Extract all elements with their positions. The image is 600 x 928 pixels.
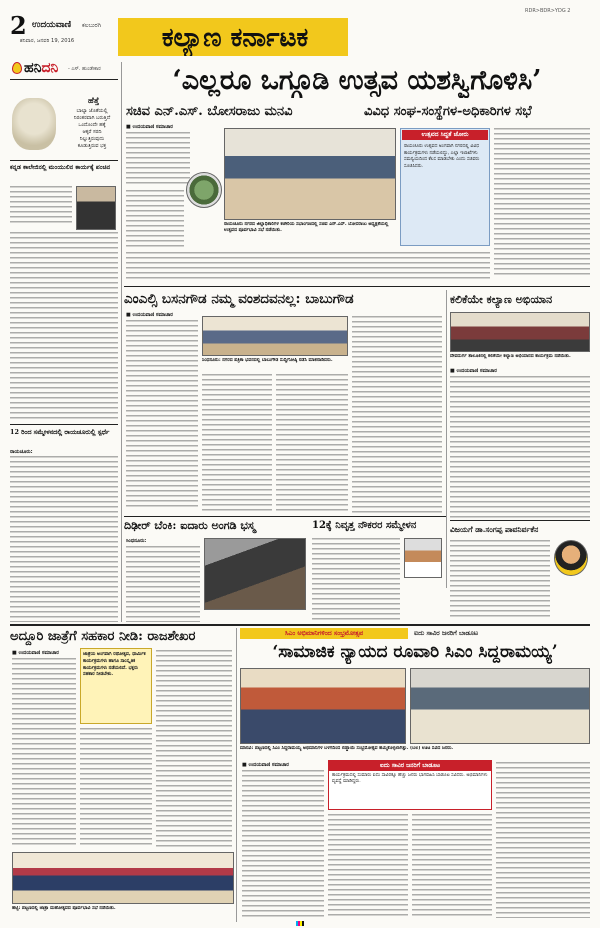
right-photo [450, 312, 590, 352]
cm-dateline: ■ ಉದಯವಾಣಿ ಸಮಾಚಾರ [242, 762, 289, 768]
poem-title: ಹೆತ್ತೆ [88, 96, 100, 105]
lead-subheadline-left: ಸಚಿವ ಎನ್.ಎಸ್. ಬೋಸರಾಜು ಮನವಿ [126, 104, 293, 119]
divider [450, 520, 590, 521]
mla-body-col2 [202, 374, 272, 514]
poem-line: ನಿರಂತರವಾಗಿ ಬರುತ್ತಿದೆ [73, 115, 111, 121]
cm-body-col2 [328, 814, 408, 918]
left-story1-body-cont [10, 232, 118, 422]
left-story1-photo [76, 186, 116, 230]
mla-body-col1 [126, 320, 198, 510]
cm-kicker: ಸಿಎಂ ಅಭಿಮಾನಿಗಳಿಂದ ಸಂಭ್ರಮೋತ್ಸವ [284, 629, 364, 637]
obit-photo [554, 540, 588, 576]
cm-photo-caption: ಮಾನವಿ: ಪಟ್ಟಣದಲ್ಲಿ ಸಿಎಂ ಸಿದ್ದರಾಮಯ್ಯ ಅಭಿಮಾನಿಗಳ ಬಳಗದಿಂದ ಬಿಡ್ಡಾಯಿ ಸಂಭ್ರಮೋತ್ಸವ ಹಮ್ಮಿಕೊಳ್ಳಲಾಗಿತ್ತು. (ಬಲ) ಊಟ ಸವಿದ ಜನರು. [240, 746, 454, 751]
issue-date: ಶನಿವಾರ, ಜನವರಿ 19, 2016 [20, 38, 75, 44]
section-title: ಕಲ್ಯಾಣ ಕರ್ನಾಟಕ [161, 23, 309, 53]
conference-headline: 12ಕ್ಕೆ ನಿವೃತ್ತ ನೌಕರರ ಸಮ್ಮೇಳನ [312, 520, 417, 531]
right-dateline: ■ ಉದಯವಾಣಿ ಸಮಾಚಾರ [450, 368, 497, 374]
cm-photo-left [240, 668, 406, 744]
poem-line: ಕೂಡುತ್ತಿರುವ ಭಕ್ತ [77, 143, 107, 149]
column-brand-part1: ಹನಿ [24, 60, 42, 76]
cm-box-title: ಐದು ಸಾವಿರ ಜನರಿಗೆ ಬಾಡೂಟ [329, 761, 491, 771]
right-headline: ಕಲಿಕೆಯೇ ಕಲ್ಯಾಣ ಅಭಿಯಾನ [450, 293, 553, 306]
fire-photo [204, 538, 306, 610]
lead-box-title: ಉತ್ಸವದ ಸಿದ್ಧತೆ ಜೋರು [402, 130, 488, 140]
mla-photo [202, 316, 348, 356]
column-brand [24, 60, 58, 76]
column-separator [121, 62, 122, 622]
column-separator [446, 290, 447, 588]
lead-inset-photo [186, 172, 222, 208]
poem-line: ಆಕ್ಕರೆ ಸರದಿ [82, 129, 102, 135]
mla-body-col3 [276, 374, 348, 514]
mla-caption: ಸಿಂಧನೂರು: ನಗರದ ಪತ್ರಿಕಾ ಭವನದಲ್ಲಿ ಬಾಬುಗೌಡ ಸುದ್ದಿಗೋಷ್ಠಿ ನಡೆಸಿ ಮಾತನಾಡಿದರು. [202, 358, 333, 363]
obit-headline: ವಿಜಯಗೆ ಡಾ.ಸಂಗಪ್ಪ ಪಾವನಿರ್ವಕೆನ [450, 525, 539, 534]
divider [10, 160, 118, 161]
column-separator [236, 628, 237, 922]
mla-body-col4 [352, 316, 442, 514]
divider [10, 424, 118, 425]
lead-body-col1b [126, 190, 184, 250]
cm-headline: ‘ಸಾಮಾಜಿಕ ನ್ಯಾಯದ ರೂವಾರಿ ಸಿಎಂ ಸಿದ್ದರಾಮಯ್ಯ’ [272, 642, 558, 662]
mla-dateline: ■ ಉದಯವಾಣಿ ಸಮಾಚಾರ [126, 312, 173, 318]
poem-line: ಒಂದೊಂದೇ ಹಕ್ಕೆ [78, 122, 106, 128]
obit-body [450, 540, 550, 620]
cm-body-col3 [412, 814, 492, 918]
conference-body [312, 538, 400, 622]
edition-label: ಕಲಬುರಗಿ [82, 22, 102, 29]
poem-body [62, 108, 122, 150]
temple-body-col1 [12, 658, 76, 848]
cm-body-col4 [496, 762, 590, 918]
cm-photo-right [410, 668, 590, 744]
temple-box-text: ಜಾತ್ರೆಯ ಅಂಗವಾಗಿ ರಥೋತ್ಸವ, ಧಾರ್ಮಿಕ ಕಾರ್ಯಕ್ರಮಗಳು ಹಾಗೂ ಸಾಂಸ್ಕೃತಿಕ ಕಾರ್ಯಕ್ರಮಗಳು ನಡೆಯಲಿವೆ. ಭಕ್ತರು ಸಹಕಾರ ನೀಡಬೇಕು. [83, 652, 146, 678]
lead-subheadline-right: ವಿವಿಧ ಸಂಘ-ಸಂಸ್ಥೆಗಳ-ಅಧಿಕಾರಿಗಳ ಸಭೆ [364, 104, 532, 119]
page-number: 2 [10, 11, 27, 40]
lead-photo-caption: ರಾಯಚೂರು ನಗರದ ಜಿಲ್ಲಾಧಿಕಾರಿಗಳ ಕಚೇರಿಯ ಸಭಾಂಗಣದಲ್ಲಿ ಸಚಿವ ಎನ್.ಎಸ್. ಬೋಸರಾಜು ಅಧ್ಯಕ್ಷತೆಯಲ್ಲಿ ಉತ್ಸವದ ಪೂರ್ವಭಾವಿ ಸಭೆ ನಡೆಯಿತು. [224, 222, 389, 233]
cm-kicker2: ಐದು ಸಾವಿರ ಜನರಿಗೆ ಬಾಡೂಟ [414, 629, 478, 637]
lead-box-text: ರಾಯಚೂರು ಉತ್ಸವದ ಅಂಗವಾಗಿ ನಗರದಲ್ಲಿ ವಿವಿಧ ಕಾರ್ಯಕ್ರಮಗಳು ನಡೆಯಲಿದ್ದು, ಎಲ್ಲಾ ಇಲಾಖೆಗಳು ಸಮನ್ವಯದಿಂದ ಕೆಲಸ ಮಾಡಬೇಕು ಎಂದು ಸಚಿವರು ಸೂಚಿಸಿದರು. [404, 144, 480, 169]
left-story2-body [10, 456, 118, 622]
column-byline: - ಎಸ್. ಹುಂಡೇಕಾರ [68, 66, 101, 72]
left-story1-headline: ಕನ್ನಡ ಕಾಲೇಜಿನಲ್ಲಿ ಮಂಯುಲಿನ ಕಾರ್ಯಕ್ಕೆ ಪಂಚಿನ [10, 164, 111, 171]
cm-body-col1 [242, 770, 324, 918]
fire-dateline: ಸಿಂಧನೂರು: [126, 538, 147, 544]
temple-photo [12, 852, 234, 904]
left-story1-body [10, 186, 72, 226]
left-story2-headline: 12 ರಿಂದ ಸಮ್ಮೇಳನದಲ್ಲಿ ರಾಯಚೂರುಲ್ಲಿ ಸ್ಪರ್ಧೆ [10, 428, 110, 436]
lead-body-col1 [126, 132, 190, 186]
lead-body-bottom [126, 252, 490, 282]
fire-headline: ದಿಢೀರ್ ಬೆಂಕಿ: ಐದಾರು ಅಂಗಡಿ ಭಸ್ಮ [124, 519, 256, 532]
poem-line: ನಿಲ್ಲುತ್ತಿರುವುದು [79, 136, 105, 142]
column-brand-part2: ದನಿ [41, 60, 59, 76]
lead-headline: ‘ಎಲ್ಲರೂ ಒಗ್ಗೂಡಿ ಉತ್ಸವ ಯಶಸ್ವಿಗೊಳಿಸಿ’ [172, 65, 542, 96]
poem-illustration [12, 98, 56, 150]
lead-photo [224, 128, 396, 220]
paper-name: ಉದಯವಾಣಿ [32, 20, 72, 30]
temple-dateline: ■ ಉದಯವಾಣಿ ಸಮಾಚಾರ [12, 650, 59, 656]
divider [124, 286, 590, 287]
fire-body-col1 [126, 546, 200, 622]
mla-headline: ಎಂಎಲ್ಸಿ ಬಸನಗೌಡ ನಮ್ಮ ವಂಶದವನಲ್ಲ: ಬಾಬುಗೌಡ [124, 291, 354, 307]
temple-body-col2 [80, 728, 152, 848]
conference-photo [404, 538, 442, 578]
temple-body-col3 [156, 650, 232, 848]
right-body [450, 376, 590, 520]
right-caption: ದೇವದುರ್ಗ ತಾಲೂಕಿನಲ್ಲಿ ಕಲಿಕೆಯೇ ಕಲ್ಯಾಣ ಅಭಿಯಾನದ ಕಾರ್ಯಕ್ರಮ ನಡೆಯಿತು. [450, 354, 571, 359]
poem-line: ಬಾಲ್ಯಾ ಜೊತೆಯಲ್ಲಿ [76, 108, 108, 114]
registration-mark [296, 921, 304, 926]
left-story2-dateline: ರಾಯಚೂರು: [10, 449, 33, 455]
divider [124, 516, 446, 517]
print-code: RDR>BDR>YDG 2 [525, 8, 571, 14]
column-brand-icon [12, 62, 22, 74]
section-separator [10, 624, 590, 626]
cm-box-text: ಕಾರ್ಯಕ್ರಮದಲ್ಲಿ ಸುಮಾರು ಐದು ಸಾವಿರಕ್ಕೂ ಹೆಚ್ಚು ಜನರು ಭಾಗವಹಿಸಿ ಬಾಡೂಟ ಸವಿದರು. ಅಭಿಮಾನಿಗಳು ವ್ಯವಸ್ಥೆ ಮಾಡಿದ್ದರು. [332, 773, 488, 785]
lead-dateline: ■ ಉದಯವಾಣಿ ಸಮಾಚಾರ [126, 124, 173, 130]
temple-caption: ಹಟ್ಟಿ: ಪಟ್ಟಣದಲ್ಲಿ ಜಾತ್ರಾ ಮಹೋತ್ಸವದ ಪೂರ್ವಭಾವಿ ಸಭೆ ನಡೆಯಿತು. [12, 906, 116, 911]
divider [10, 79, 118, 80]
temple-headline: ಅದ್ದೂರಿ ಜಾತ್ರೆಗೆ ಸಹಕಾರ ನೀಡಿ: ರಾಜಶೇಖರ [10, 629, 196, 644]
lead-body-col4 [494, 128, 590, 278]
